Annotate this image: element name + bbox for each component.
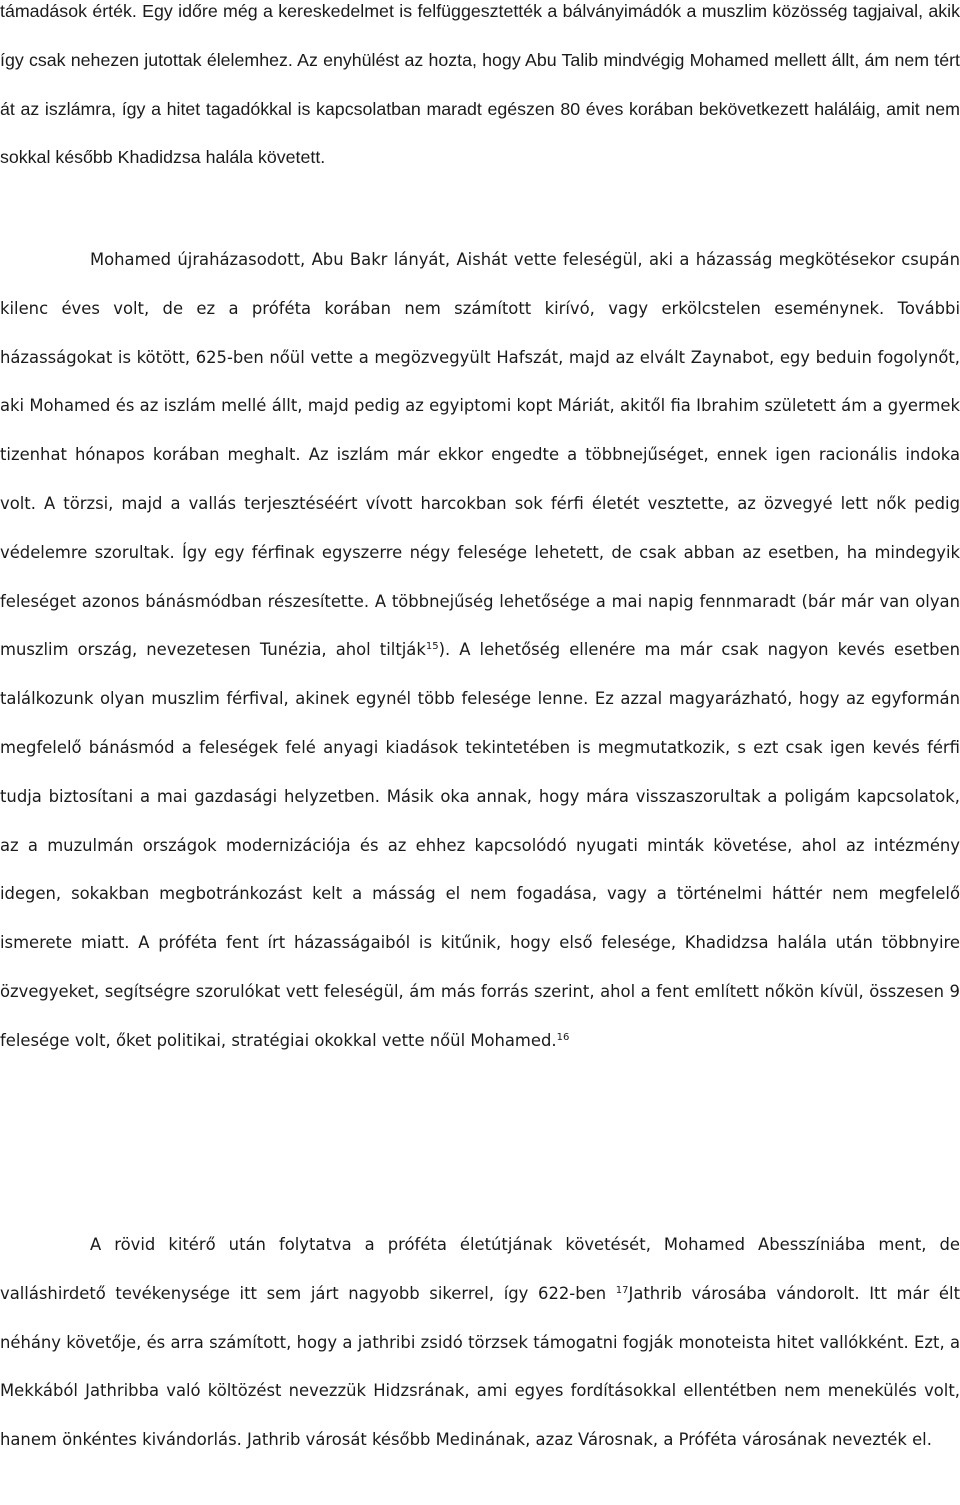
- paragraph-3-text-part-1: A rövid kitérő után folytatva a próféta életútjának követését, Mohamed Abesszíniába ment, de valláshirdető tevékenysége itt sem járt nagyobb sikerrel, így 622-ben: [0, 1235, 960, 1303]
- paragraph-3: [0, 1221, 960, 1465]
- footnote-marker-15: 15: [425, 641, 439, 653]
- paragraph-2-text-part-1: Mohamed újraházasodott, Abu Bakr lányát, Aishát vette feleségül, aki a házasság megkötésekor csupán kilenc éves volt, de ez a próféta korában nem számított kirívó, vagy erkölcstelen eseménynek. További házasságokat is kötött, 625-ben nőül vette a megözvegyült Hafszát, majd az elvált Zaynabot, egy beduin fogolynőt, aki Mohamed és az iszlám mellé állt, majd pedig az egyiptomi kopt Máriát, akitől fia Ibrahim született ám a gyermek tizenhat hónapos korában meghalt. Az iszlám már ekkor engedte a többnejűséget, ennek igen racionális indoka volt. A törzsi, majd a vallás terjesztéséért vívott harcokban sok férfi életét vesztette, az özvegyé lett nők pedig védelemre szorultak. Így egy férfinak egyszerre négy felesége lehetett, de csak abban az esetben, ha mindegyik feleséget azonos bánásmódban részesítette. A többnejűség lehetősége a mai napig fennmaradt (bár már van olyan muszlim ország, nevezetesen Tunézia, ahol tiltják: [0, 250, 960, 660]
- paragraph-2-text-part-2: ). A lehetőség ellenére ma már csak nagyon kevés esetben találkozunk olyan muszlim férfival, akinek egynél több felesége lenne. Ez azzal magyarázható, hogy az egyformán megfelelő bánásmód a feleségek felé anyagi kiadások tekintetében is megmutatkozik, s ezt csak igen kevés férfi tudja biztosítani a mai gazdasági helyzetben. Másik oka annak, hogy mára visszaszorultak a poligám kapcsolatok, az a muzulmán országok modernizációja és az ehhez kapcsolódó nyugati minták követése, ahol az intézmény idegen, sokakban megbotránkozást kelt a másság el nem fogadása, vagy a történelmi háttér nem megfelelő ismerete miatt. A próféta fent írt házasságaiból is kitűnik, hogy első felesége, Khadidzsa halála után többnyire özvegyeket, segítségre szorulókat vett feleségül, ám más forrás szerint, ahol a fent említett nőkön kívül, összesen 9 felesége volt, őket politikai, stratégiai okokkal vette nőül Mohamed.: [0, 640, 960, 1050]
- footnote-marker-16: 16: [556, 1031, 570, 1043]
- paragraph-1-text: támadások érték. Egy időre még a kereskedelmet is felfüggesztették a bálványimádók a muszlim közösség tagjaival, akik így csak nehezen jutottak élelemhez. Az enyhülést az hozta, hogy Abu Talib mindvégig Mohamed mellett állt, ám nem tért át az iszlámra, így a hitet tagadókkal is kapcsolatban maradt egészen 80 éves korában bekövetkezett haláláig, amit nem sokkal később Khadidzsa halála követett.: [0, 1, 960, 168]
- paragraph-2: [0, 236, 960, 1066]
- paragraph-1: [0, 0, 960, 182]
- paragraph-3-text-part-2: Jathrib városába vándorolt. Itt már élt néhány követője, és arra számított, hogy a jathribi zsidó törzsek támogatni fogják monoteista hitet vallókként. Ezt, a Mekkából Jathribba való költözést nevezzük Hidzsrának, ami egyes fordításokkal ellentétben nem menekülés volt, hanem önkéntes kivándorlás. Jathrib városát később Medinának, azaz Városnak, a Próféta városának nevezték el.: [0, 1283, 960, 1450]
- footnote-marker-17: 17: [615, 1284, 629, 1296]
